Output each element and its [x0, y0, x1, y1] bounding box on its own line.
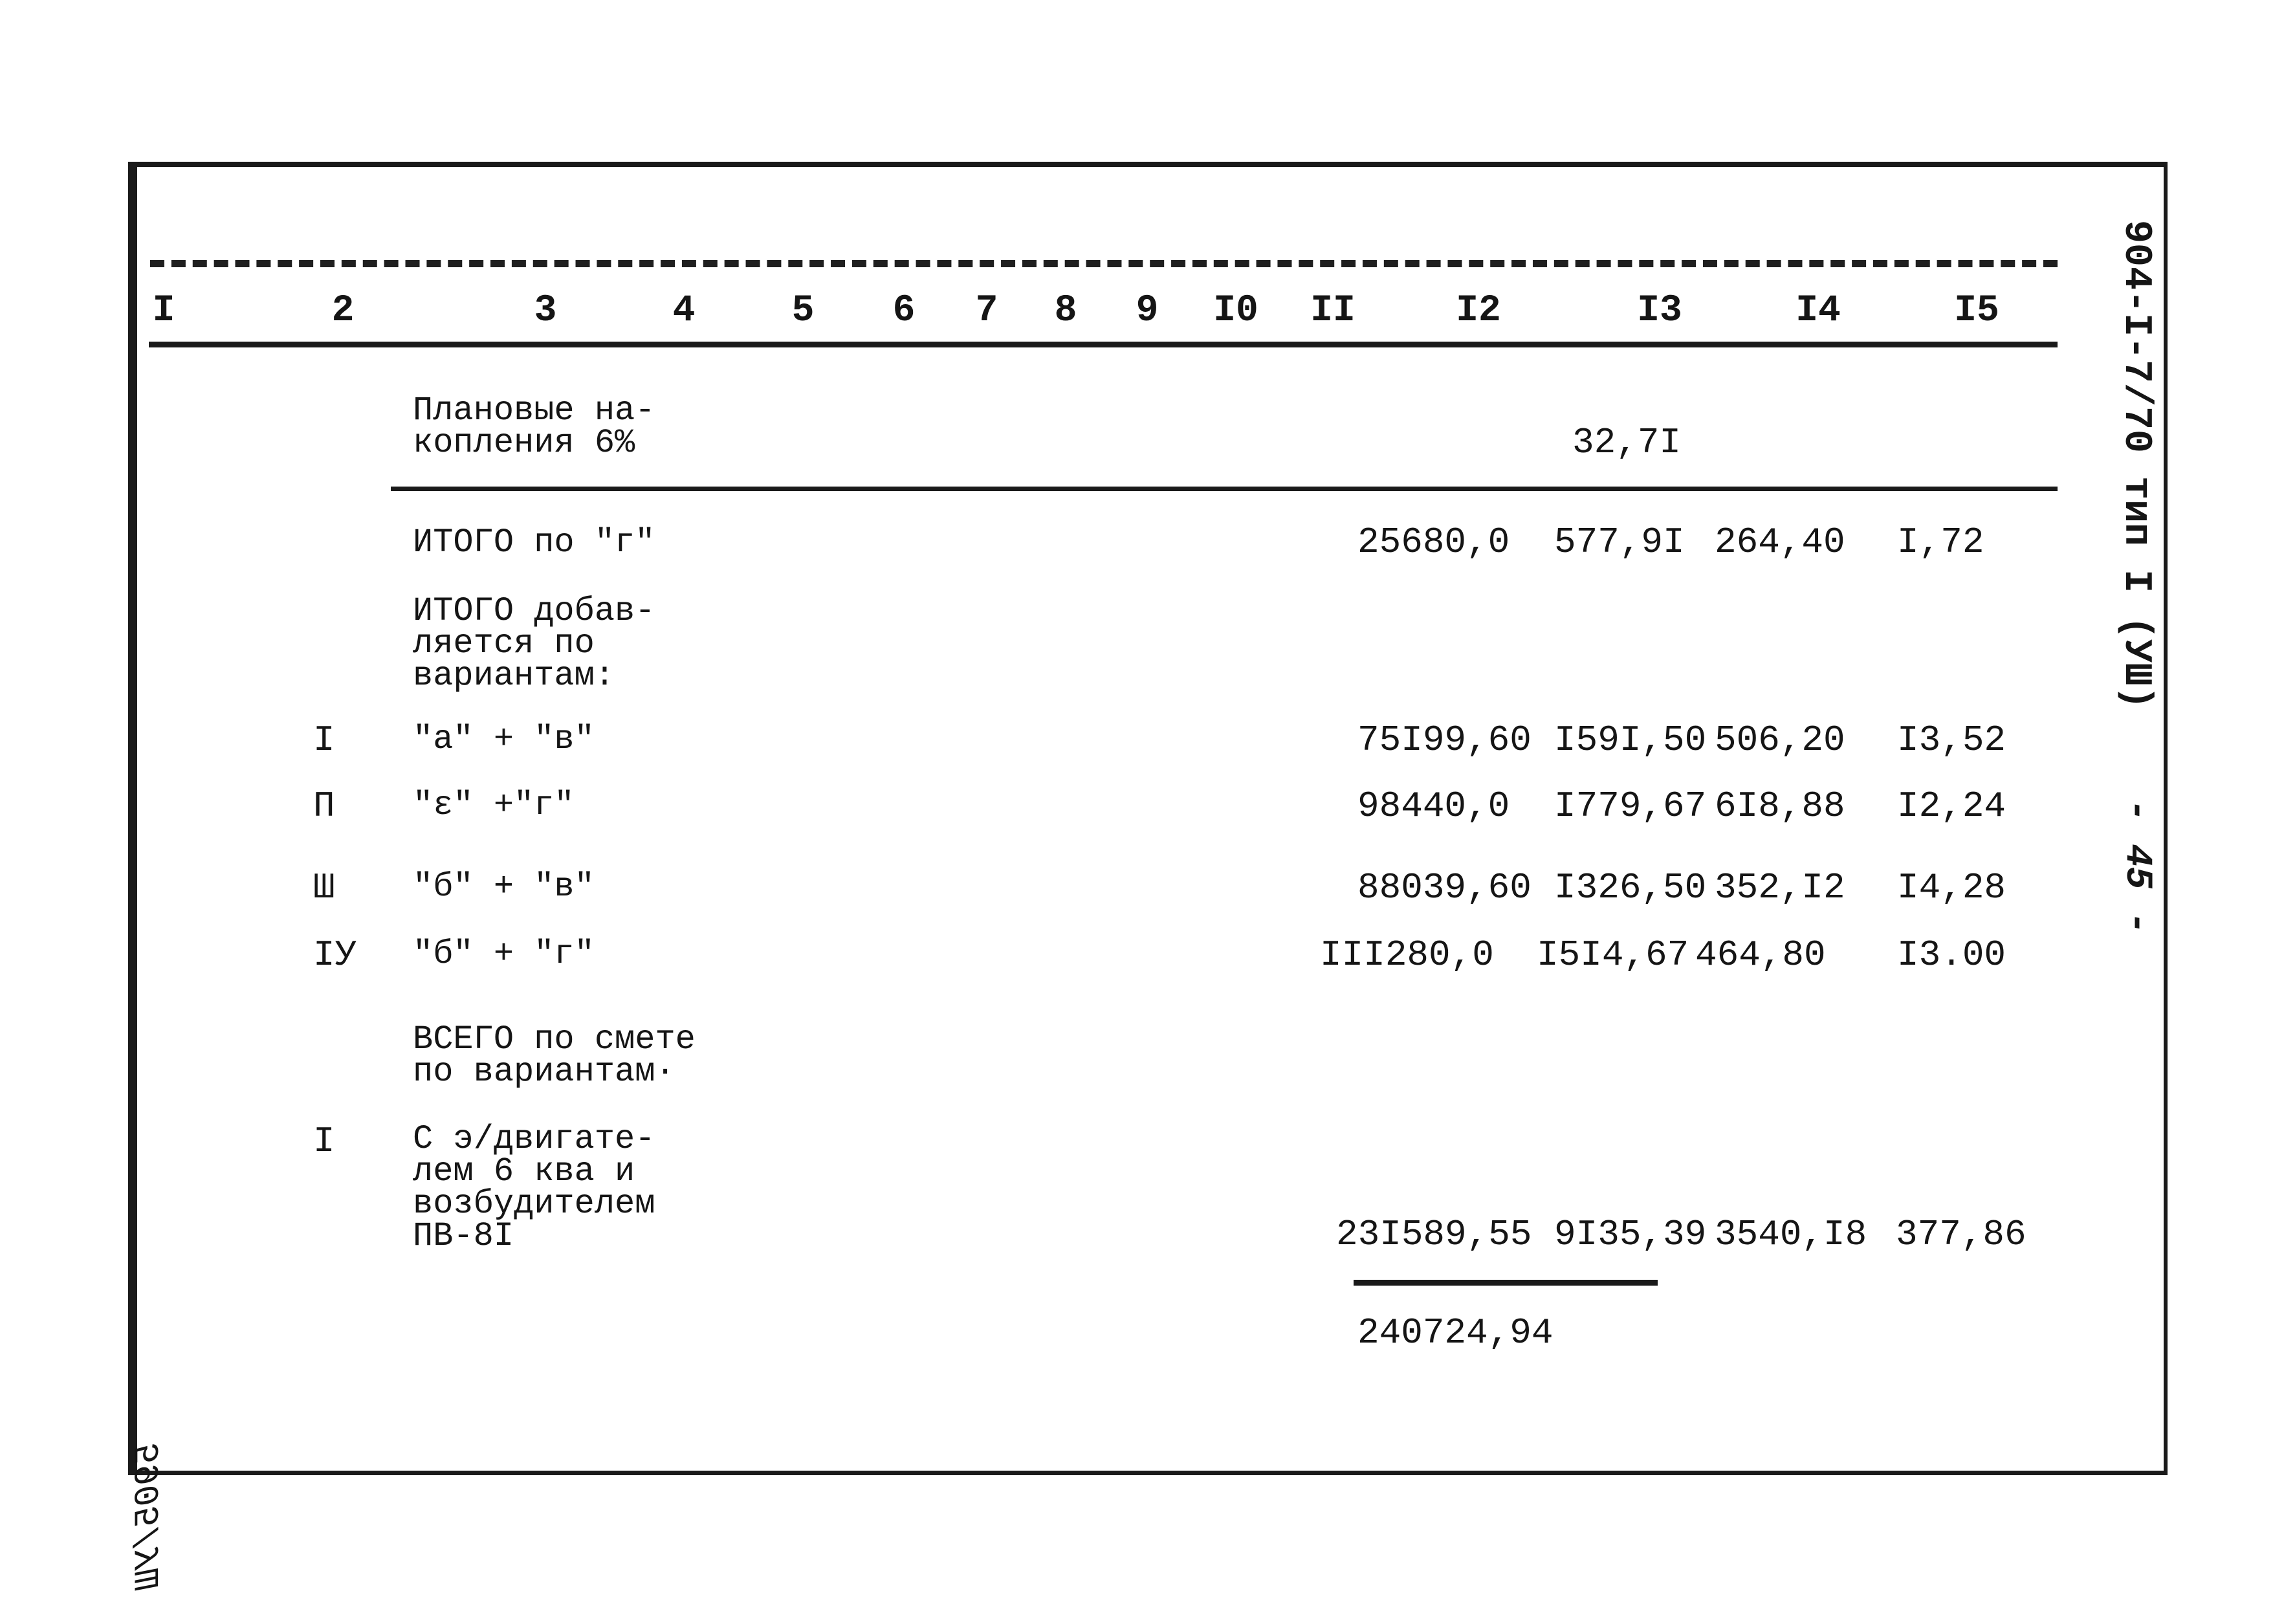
variant-label: "а" + "в" [413, 720, 595, 758]
planned-label-line2: копления 6% [413, 424, 635, 462]
variant-label: "б" + "г" [413, 935, 595, 973]
grand-total-value: 240724,94 [1357, 1312, 1554, 1354]
total-row-col15: 377,86 [1896, 1214, 2026, 1255]
variant-col12: 88039,60 [1357, 867, 1532, 908]
col-7: 7 [975, 290, 998, 332]
itogo-g-label: ИТОГО по "г" [413, 523, 655, 562]
col-12: I2 [1456, 290, 1501, 332]
variant-label: "ε" +"г" [413, 786, 575, 824]
planned-label-line1: Плановые на- [413, 391, 655, 430]
itogo-g-col12: 25680,0 [1357, 521, 1510, 563]
variant-col12: III280,0 [1320, 934, 1494, 976]
variant-col15: I3.00 [1897, 934, 2006, 976]
col-6: 6 [892, 290, 916, 332]
total-row-col13: 9I35,39 [1554, 1214, 1707, 1255]
variant-col14: 352,I2 [1715, 867, 1845, 908]
side-document-code: 904-I-7/70 тип I (УШ) [2114, 220, 2158, 710]
variants-heading-line1: ИТОГО добав- [413, 592, 655, 630]
col-3: 3 [534, 290, 557, 332]
variant-col13: I779,67 [1554, 785, 1707, 827]
itogo-g-col14: 264,40 [1715, 521, 1845, 563]
variant-col13: I5I4,67 [1537, 934, 1689, 976]
col-1: I [152, 290, 175, 332]
planned-bottom-rule [391, 487, 2058, 491]
col-2: 2 [331, 290, 355, 332]
variant-col12: 75I99,60 [1357, 719, 1532, 761]
variants-heading-line2: ляется по [413, 624, 595, 663]
total-row-line4: ПВ-8I [413, 1217, 514, 1255]
col-8: 8 [1054, 290, 1077, 332]
col-9: 9 [1136, 290, 1159, 332]
variant-col14: 464,80 [1695, 934, 1826, 976]
variant-number: I [313, 719, 335, 761]
total-row-col14: 3540,I8 [1715, 1214, 1867, 1255]
col-15: I5 [1954, 290, 1999, 332]
itogo-g-col13: 577,9I [1554, 521, 1685, 563]
variant-number: П [313, 785, 335, 827]
total-heading-line2: по вариантам· [413, 1053, 675, 1091]
page-number: - 45 - [2116, 799, 2158, 934]
variant-number: Ш [313, 867, 335, 908]
total-row-col12: 23I589,55 [1336, 1214, 1532, 1255]
variant-col15: I3,52 [1897, 719, 2006, 761]
col-5: 5 [791, 290, 815, 332]
total-row-line3: возбудителем [413, 1185, 655, 1223]
variants-heading-line3: вариантам: [413, 657, 615, 695]
grand-total-rule [1354, 1280, 1658, 1286]
variant-col15: I2,24 [1897, 785, 2006, 827]
archive-number: 5905/УШ [129, 1443, 169, 1590]
col-10: I0 [1213, 290, 1258, 332]
variant-col15: I4,28 [1897, 867, 2006, 908]
col-11: II [1310, 290, 1356, 332]
variant-col14: 506,20 [1715, 719, 1845, 761]
col-4: 4 [672, 290, 696, 332]
itogo-g-col15: I,72 [1897, 521, 1984, 563]
variant-col13: I326,50 [1554, 867, 1707, 908]
col-14: I4 [1795, 290, 1841, 332]
variant-label: "б" + "в" [413, 868, 595, 906]
total-row-number: I [313, 1121, 335, 1162]
total-heading-line1: ВСЕГО по смете [413, 1020, 696, 1059]
variant-col13: I59I,50 [1554, 719, 1707, 761]
header-dashed-rule [150, 260, 2058, 267]
planned-value-col13: 32,7I [1572, 422, 1682, 463]
col-13: I3 [1637, 290, 1682, 332]
total-row-line1: С э/двигате- [413, 1120, 655, 1158]
variant-number: IУ [313, 934, 357, 976]
variant-col12: 98440,0 [1357, 785, 1510, 827]
header-bottom-rule [149, 342, 2058, 347]
variant-col14: 6I8,88 [1715, 785, 1845, 827]
total-row-line2: лем 6 ква и [413, 1152, 635, 1191]
